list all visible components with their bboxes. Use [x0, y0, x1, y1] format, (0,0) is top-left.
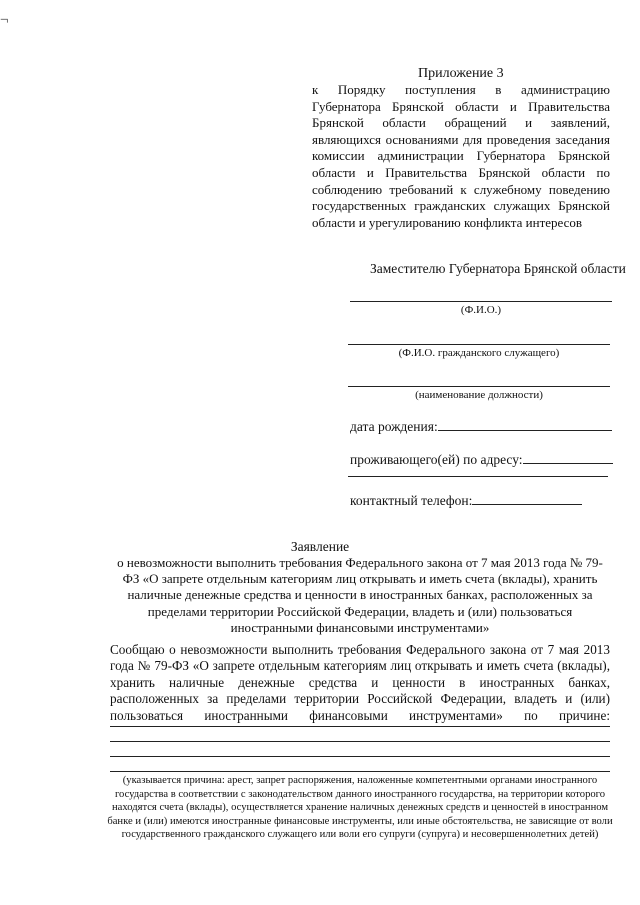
birth-date-input[interactable]: [438, 418, 612, 431]
appendix-text: к Порядку поступления в администрацию Губернатора Брянской области и Правительства Брянской области обращений и заявлений, являющихся основаниями для проведения заседания комиссии администрации Губернатора Брянской области и Правительства Брянской области по соблюдению требований к служебному поведению государственных гражданских служащих Брянской области и урегулированию конфликта интересов: [312, 82, 610, 230]
address-field: [350, 451, 613, 468]
servant-fio-caption: (Ф.И.О. гражданского служащего): [398, 347, 560, 359]
phone-field: [350, 492, 582, 509]
reason-line-4[interactable]: [110, 771, 610, 772]
statement-title: Заявление: [290, 539, 350, 554]
birth-date-field: [350, 418, 612, 435]
position-line[interactable]: [348, 386, 610, 387]
servant-fio-line[interactable]: [348, 344, 610, 345]
fio-line[interactable]: [350, 301, 612, 302]
phone-label: контактный телефон:: [350, 493, 473, 508]
reason-line-2[interactable]: [110, 741, 610, 742]
reason-note: (указывается причина: арест, запрет распоряжения, наложенные компетентными органами иностранного государства в соответствии с законодательством данного иностранного государства, на территории которого находятся счета (вклады), осуществляется хранение наличных денежных средств и ценностей в иностранном банке и (или) имеются иностранные финансовые инструменты, или иные обстоятельства, не зависящие от воли государственного гражданского служащего или воли его супруги (супруга) и несовершеннолетних детей): [107, 775, 613, 841]
statement-body: Сообщаю о невозможности выполнить требования Федерального закона от 7 мая 2013 года № 79-ФЗ «О запрете отдельным категориям лиц открывать и иметь счета (вклады), хранить наличные денежные средства и ценности в иностранных банках, расположенных за пределами территории Российской Федерации, владеть и (или) пользоваться иностранными финансовыми инструментами» по причине:: [110, 642, 610, 723]
birth-date-label: дата рождения:: [350, 419, 438, 434]
phone-input[interactable]: [472, 492, 582, 505]
reason-line-3[interactable]: [110, 756, 610, 757]
position-caption: (наименование должности): [415, 389, 543, 401]
fio-caption: (Ф.И.О.): [460, 304, 502, 316]
addressee-line: Заместителю Губернатора Брянской области: [370, 261, 626, 276]
address-input[interactable]: [523, 451, 613, 464]
scan-margin-mark: ¬: [0, 12, 9, 28]
address-label: проживающего(ей) по адресу:: [350, 452, 523, 467]
reason-line-1[interactable]: [110, 726, 610, 727]
appendix-title: Приложение 3: [418, 66, 504, 81]
statement-subject: о невозможности выполнить требования Федерального закона от 7 мая 2013 года № 79-ФЗ «О запрете отдельным категориям лиц открывать и иметь счета (вклады), хранить наличные денежные средства и ценности в иностранных банках, расположенных за пределами территории Российской Федерации, владеть и (или) пользоваться иностранными финансовыми инструментами»: [117, 555, 603, 635]
address-line-2[interactable]: [348, 476, 608, 477]
